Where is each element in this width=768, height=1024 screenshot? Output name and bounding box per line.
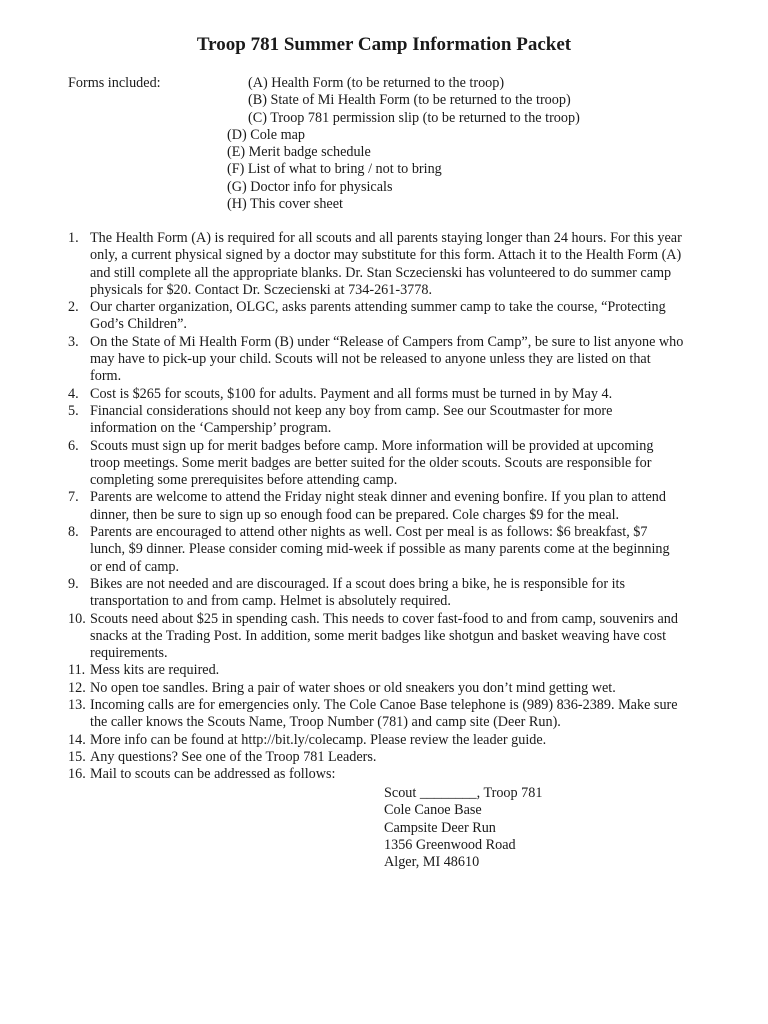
list-item (0, 524, 742, 576)
list-item (0, 662, 742, 679)
list-item-line: dinner, then be sure to sign up so enough food can be prepared. Cole charges $9 for the meal. (90, 506, 620, 523)
list-item-line: Scouts must sign up for merit badges before camp. More information will be provided at upcoming (90, 437, 654, 454)
list-item-line: Parents are welcome to attend the Friday night steak dinner and evening bonfire. If you plan to attend (90, 489, 666, 506)
list-item-number: 5. (68, 402, 79, 419)
list-item (0, 386, 742, 403)
list-item-line: On the State of Mi Health Form (B) under “Release of Campers from Camp”, be sure to list anyone who (90, 333, 684, 350)
list-item-line: Incoming calls are for emergencies only. The Cole Canoe Base telephone is (989) 836-2389. Make sure (90, 697, 678, 714)
list-item (0, 611, 742, 663)
list-item-line: Mail to scouts can be addressed as follows: (90, 766, 336, 783)
list-item-line: lunch, $9 dinner. Please consider coming mid-week if possible as many parents come at the beginning (90, 541, 670, 558)
list-item-number: 9. (68, 575, 79, 592)
address-line: Campsite Deer Run (384, 819, 496, 836)
list-item (0, 680, 742, 697)
list-item (0, 732, 742, 749)
form-item: (G) Doctor info for physicals (227, 178, 393, 195)
list-item (0, 438, 742, 490)
form-item: (A) Health Form (to be returned to the troop) (248, 75, 505, 91)
list-item-line: Scouts need about $25 in spending cash. This needs to cover fast-food to and from camp, souvenirs and (90, 610, 678, 627)
list-item-number: 14. (68, 731, 86, 748)
forms-label: Forms included: (68, 75, 161, 91)
list-item-line: Parents are encouraged to attend other nights as well. Cost per meal is as follows: $6 breakfast, $7 (90, 524, 648, 541)
list-item-number: 6. (68, 437, 79, 454)
address-line: Scout ________, Troop 781 (384, 785, 543, 801)
list-item (0, 576, 742, 611)
list-item-number: 1. (68, 230, 79, 246)
list-item-line: The Health Form (A) is required for all scouts and all parents staying longer than 24 hours. For this year (90, 230, 682, 246)
list-item-line: physicals for $20. Contact Dr. Sczecienski at 734-261-3778. (90, 281, 433, 298)
mailing-address (384, 785, 542, 871)
form-item: (F) List of what to bring / not to bring (227, 161, 442, 178)
list-item-number: 15. (68, 748, 86, 765)
form-item: (D) Cole map (227, 126, 306, 143)
info-list (0, 230, 768, 784)
list-item-number: 12. (68, 679, 86, 696)
list-item-line: Mess kits are required. (90, 662, 220, 679)
address-line: Alger, MI 48610 (384, 854, 480, 871)
list-item-line: may have to pick-up your child. Scouts will not be released to anyone unless they are listed on that (90, 351, 651, 368)
list-item-number: 4. (68, 385, 79, 402)
list-item-line: No open toe sandles. Bring a pair of water shoes or old sneakers you don’t mind getting wet. (90, 679, 616, 696)
address-line: Cole Canoe Base (384, 802, 482, 819)
list-item-number: 2. (68, 299, 79, 316)
list-item-line: completing some prerequisites before attending camp. (90, 472, 398, 489)
list-item-line: Our charter organization, OLGC, asks parents attending summer camp to take the course, “Protecting (90, 299, 666, 316)
list-item (0, 230, 742, 299)
list-item (0, 299, 742, 334)
list-item-number: 7. (68, 489, 79, 506)
list-item-line: and still complete all the appropriate blanks. Dr. Stan Sczecienski has volunteered to do summer camp (90, 264, 672, 281)
list-item (0, 489, 742, 524)
list-item-line: Financial considerations should not keep any boy from camp. See our Scoutmaster for more (90, 402, 613, 419)
list-item-line: Any questions? See one of the Troop 781 Leaders. (90, 748, 377, 765)
page-title: Troop 781 Summer Camp Information Packet (196, 34, 572, 55)
list-item-line: only, a current physical signed by a doctor may substitute for this form. Attach it to the Health Form (A) (90, 247, 682, 264)
list-item-number: 16. (68, 766, 86, 783)
list-item-line: or end of camp. (90, 558, 180, 575)
forms-list (0, 75, 768, 213)
list-item-number: 8. (68, 524, 79, 541)
list-item-line: form. (90, 368, 122, 385)
list-item (0, 697, 742, 732)
list-item-line: snacks at the Trading Post. In addition, some merit badges like shotgun and basket weaving have cost (90, 627, 667, 644)
list-item-line: transportation to and from camp. Helmet is absolutely required. (90, 593, 451, 610)
list-item-line: requirements. (90, 645, 168, 662)
list-item-line: God’s Children”. (90, 316, 187, 333)
form-item: (C) Troop 781 permission slip (to be returned to the troop) (248, 109, 580, 126)
form-item: (H) This cover sheet (227, 196, 343, 213)
list-item-line: Cost is $265 for scouts, $100 for adults. Payment and all forms must be turned in by May 4. (90, 385, 613, 402)
list-item-line: information on the ‘Campership’ program. (90, 420, 332, 437)
list-item-number: 10. (68, 610, 86, 627)
form-item: (B) State of Mi Health Form (to be returned to the troop) (248, 92, 571, 109)
list-item-line: Bikes are not needed and are discouraged. If a scout does bring a bike, he is responsible for its (90, 575, 626, 592)
list-item-line: troop meetings. Some merit badges are better suited for the older scouts. Scouts are responsible for (90, 454, 652, 471)
list-item-line: the caller knows the Scouts Name, Troop Number (781) and camp site (Deer Run). (90, 714, 561, 731)
list-item-number: 13. (68, 697, 86, 714)
list-item (0, 403, 742, 438)
list-item (0, 749, 742, 766)
list-item-number: 11. (68, 662, 86, 679)
address-line: 1356 Greenwood Road (384, 836, 516, 853)
form-item: (E) Merit badge schedule (227, 144, 371, 161)
list-item-line: More info can be found at http://bit.ly/colecamp. Please review the leader guide. (90, 731, 547, 748)
list-item (0, 766, 742, 783)
list-item (0, 334, 742, 386)
list-item-number: 3. (68, 333, 79, 350)
